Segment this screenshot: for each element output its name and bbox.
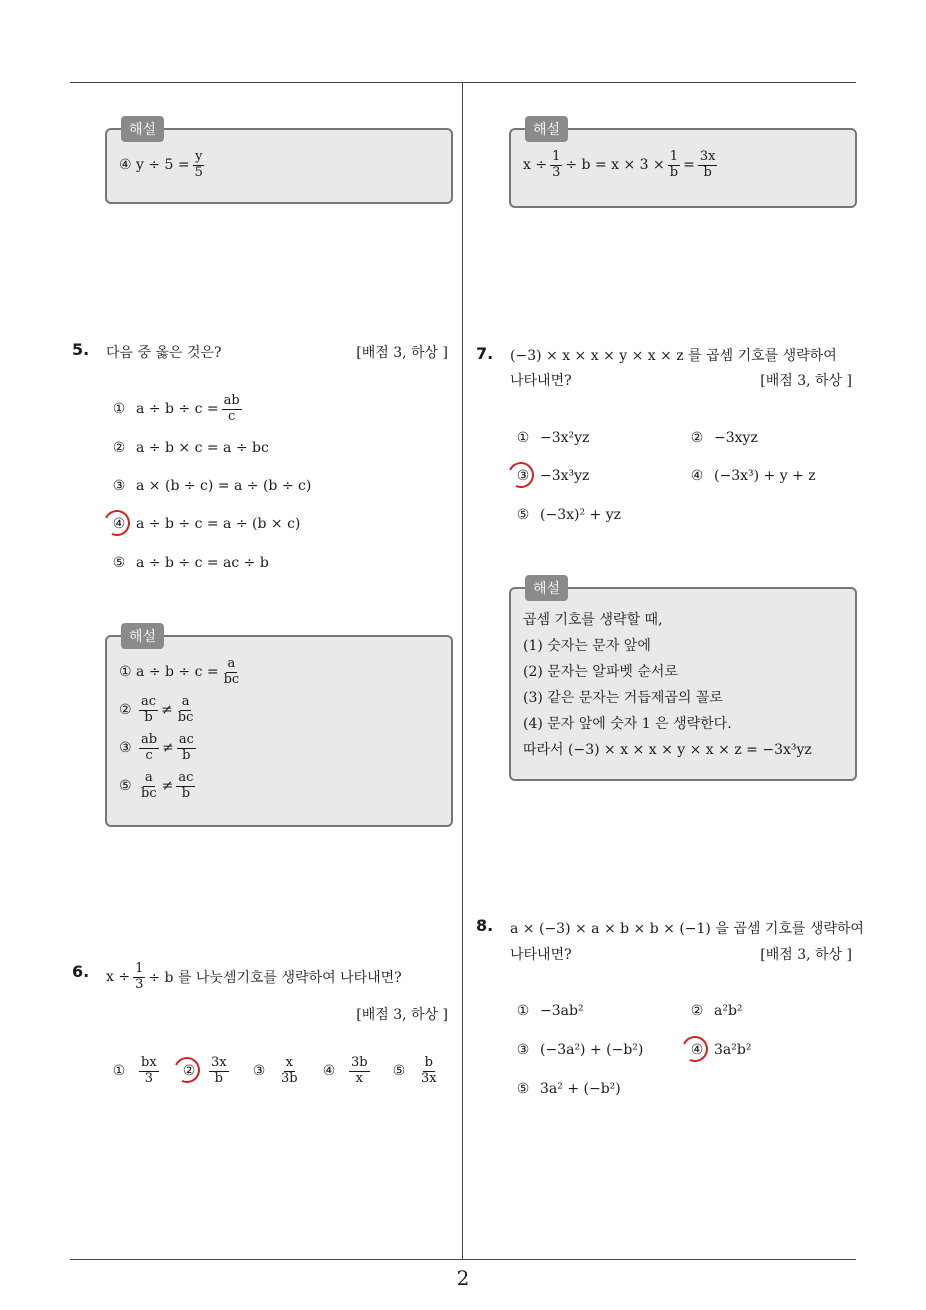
page-number: 2 (456, 1266, 470, 1290)
solution-tag: 해설 (525, 575, 568, 601)
solution-box-q4 (105, 122, 453, 204)
answer-mark (170, 1054, 203, 1087)
question-score-5: [배점 3, 하상 ] (356, 345, 448, 361)
fraction: $\frac{y}{5}$ (194, 149, 203, 180)
choice-7-2[interactable]: ② −3xyz (690, 430, 758, 446)
column-divider (462, 82, 463, 1259)
question-text-7-line2: 나타내면? (510, 373, 572, 389)
choice-6-1[interactable]: ① $\frac{bx}{3}$ (112, 1055, 157, 1086)
solution-line (119, 150, 208, 181)
choice-7-4[interactable]: ④ (−3x³) + y + z (690, 468, 816, 484)
answer-mark (678, 1032, 711, 1065)
question-score-7: [배점 3, 하상 ] (760, 373, 852, 389)
answer-mark (504, 458, 537, 491)
question-number-6: 6. (72, 962, 90, 981)
choice-6-2[interactable]: ② $\frac{3x}{b}$ (178, 1056, 232, 1087)
solution-line-2: (1) 숫자는 문자 앞에 (523, 638, 651, 654)
solution-box-q5 (105, 629, 453, 827)
solution-line-1: 곱셈 기호를 생략할 때, (523, 612, 663, 628)
choice-5-1[interactable]: ① a ÷ b ÷ c = $\frac{ab}{c}$ (112, 393, 240, 424)
question-score-6: [배점 3, 하상 ] (356, 1007, 448, 1023)
question-text-7: (−3) × x × x × y × x × z 를 곱셈 기호를 생략하여 (510, 348, 837, 364)
solution-line: x ÷ $\frac{1}{3}$ ÷ b = x × 3 × $\frac{1}{b}$ = $\frac{3x}{b}$ (523, 149, 716, 180)
choice-6-3[interactable]: ③ $\frac{x}{3b}$ (252, 1055, 298, 1086)
choice-5-3[interactable]: ③ a × (b ÷ c) = a ÷ (b ÷ c) (112, 478, 312, 494)
solution-line-1: ① a ÷ b ÷ c = $\frac{a}{bc}$ (119, 656, 240, 687)
choice-8-5[interactable]: ⑤ 3a² + (−b²) (516, 1081, 621, 1097)
solution-line-4: (3) 같은 문자는 거듭제곱의 꼴로 (523, 690, 723, 706)
choice-8-1[interactable]: ① −3ab² (516, 1003, 584, 1019)
solution-line-6: 따라서 (−3) × x × x × y × x × z = −3x³yz (523, 742, 812, 758)
question-number-8: 8. (476, 916, 494, 935)
choice-7-3[interactable]: ③ −3x³yz (512, 468, 589, 484)
choice-6-4[interactable]: ④ $\frac{3b}{x}$ (322, 1055, 368, 1086)
fraction: $\frac{ab}{c}$ (223, 393, 240, 424)
choice-7-5[interactable]: ⑤ (−3x)² + yz (516, 507, 621, 523)
solution-text: ④ y ÷ 5 = (119, 157, 190, 174)
solution-line-2: ② $\frac{ac}{b}$ ≠ $\frac{a}{bc}$ (119, 694, 194, 725)
choice-6-5[interactable]: ⑤ $\frac{b}{3x}$ (392, 1055, 437, 1086)
solution-box-q6 (509, 122, 857, 208)
solution-line-4: ⑤ $\frac{a}{bc}$ ≠ $\frac{ac}{b}$ (119, 770, 194, 801)
question-text-8: a × (−3) × a × b × b × (−1) 을 곱셈 기호를 생략하여 (510, 921, 864, 937)
question-text-8-line2: 나타내면? (510, 947, 572, 963)
question-number-7: 7. (476, 344, 494, 363)
solution-tag: 해설 (525, 116, 568, 142)
choice-5-5[interactable]: ⑤ a ÷ b ÷ c = ac ÷ b (112, 555, 269, 571)
choice-5-4[interactable]: ④ a ÷ b ÷ c = a ÷ (b × c) (108, 516, 300, 532)
solution-line-3: ③ $\frac{ab}{c}$ ≠ $\frac{ac}{b}$ (119, 732, 194, 763)
question-text-5: 다음 중 옳은 것은? (106, 345, 222, 361)
answer-mark (100, 506, 133, 539)
top-rule (70, 82, 856, 83)
question-score-8: [배점 3, 하상 ] (760, 947, 852, 963)
question-text-6: x ÷ $\frac{1}{3}$ ÷ b 를 나눗셈기호를 생략하여 나타내면? (106, 961, 402, 992)
choice-5-2[interactable]: ② a ÷ b × c = a ÷ bc (112, 440, 269, 456)
solution-line-3: (2) 문자는 알파벳 순서로 (523, 664, 678, 680)
solution-box-q7 (509, 581, 857, 781)
solution-tag: 해설 (121, 116, 164, 142)
choice-7-1[interactable]: ① −3x²yz (516, 430, 590, 446)
bottom-rule (70, 1259, 856, 1260)
question-number-5: 5. (72, 340, 90, 359)
choice-8-3[interactable]: ③ (−3a²) + (−b²) (516, 1042, 644, 1058)
solution-line-5: (4) 문자 앞에 숫자 1 은 생략한다. (523, 716, 732, 732)
choice-8-2[interactable]: ② a²b² (690, 1003, 743, 1019)
choice-8-4[interactable]: ④ 3a²b² (686, 1042, 751, 1058)
solution-tag: 해설 (121, 623, 164, 649)
